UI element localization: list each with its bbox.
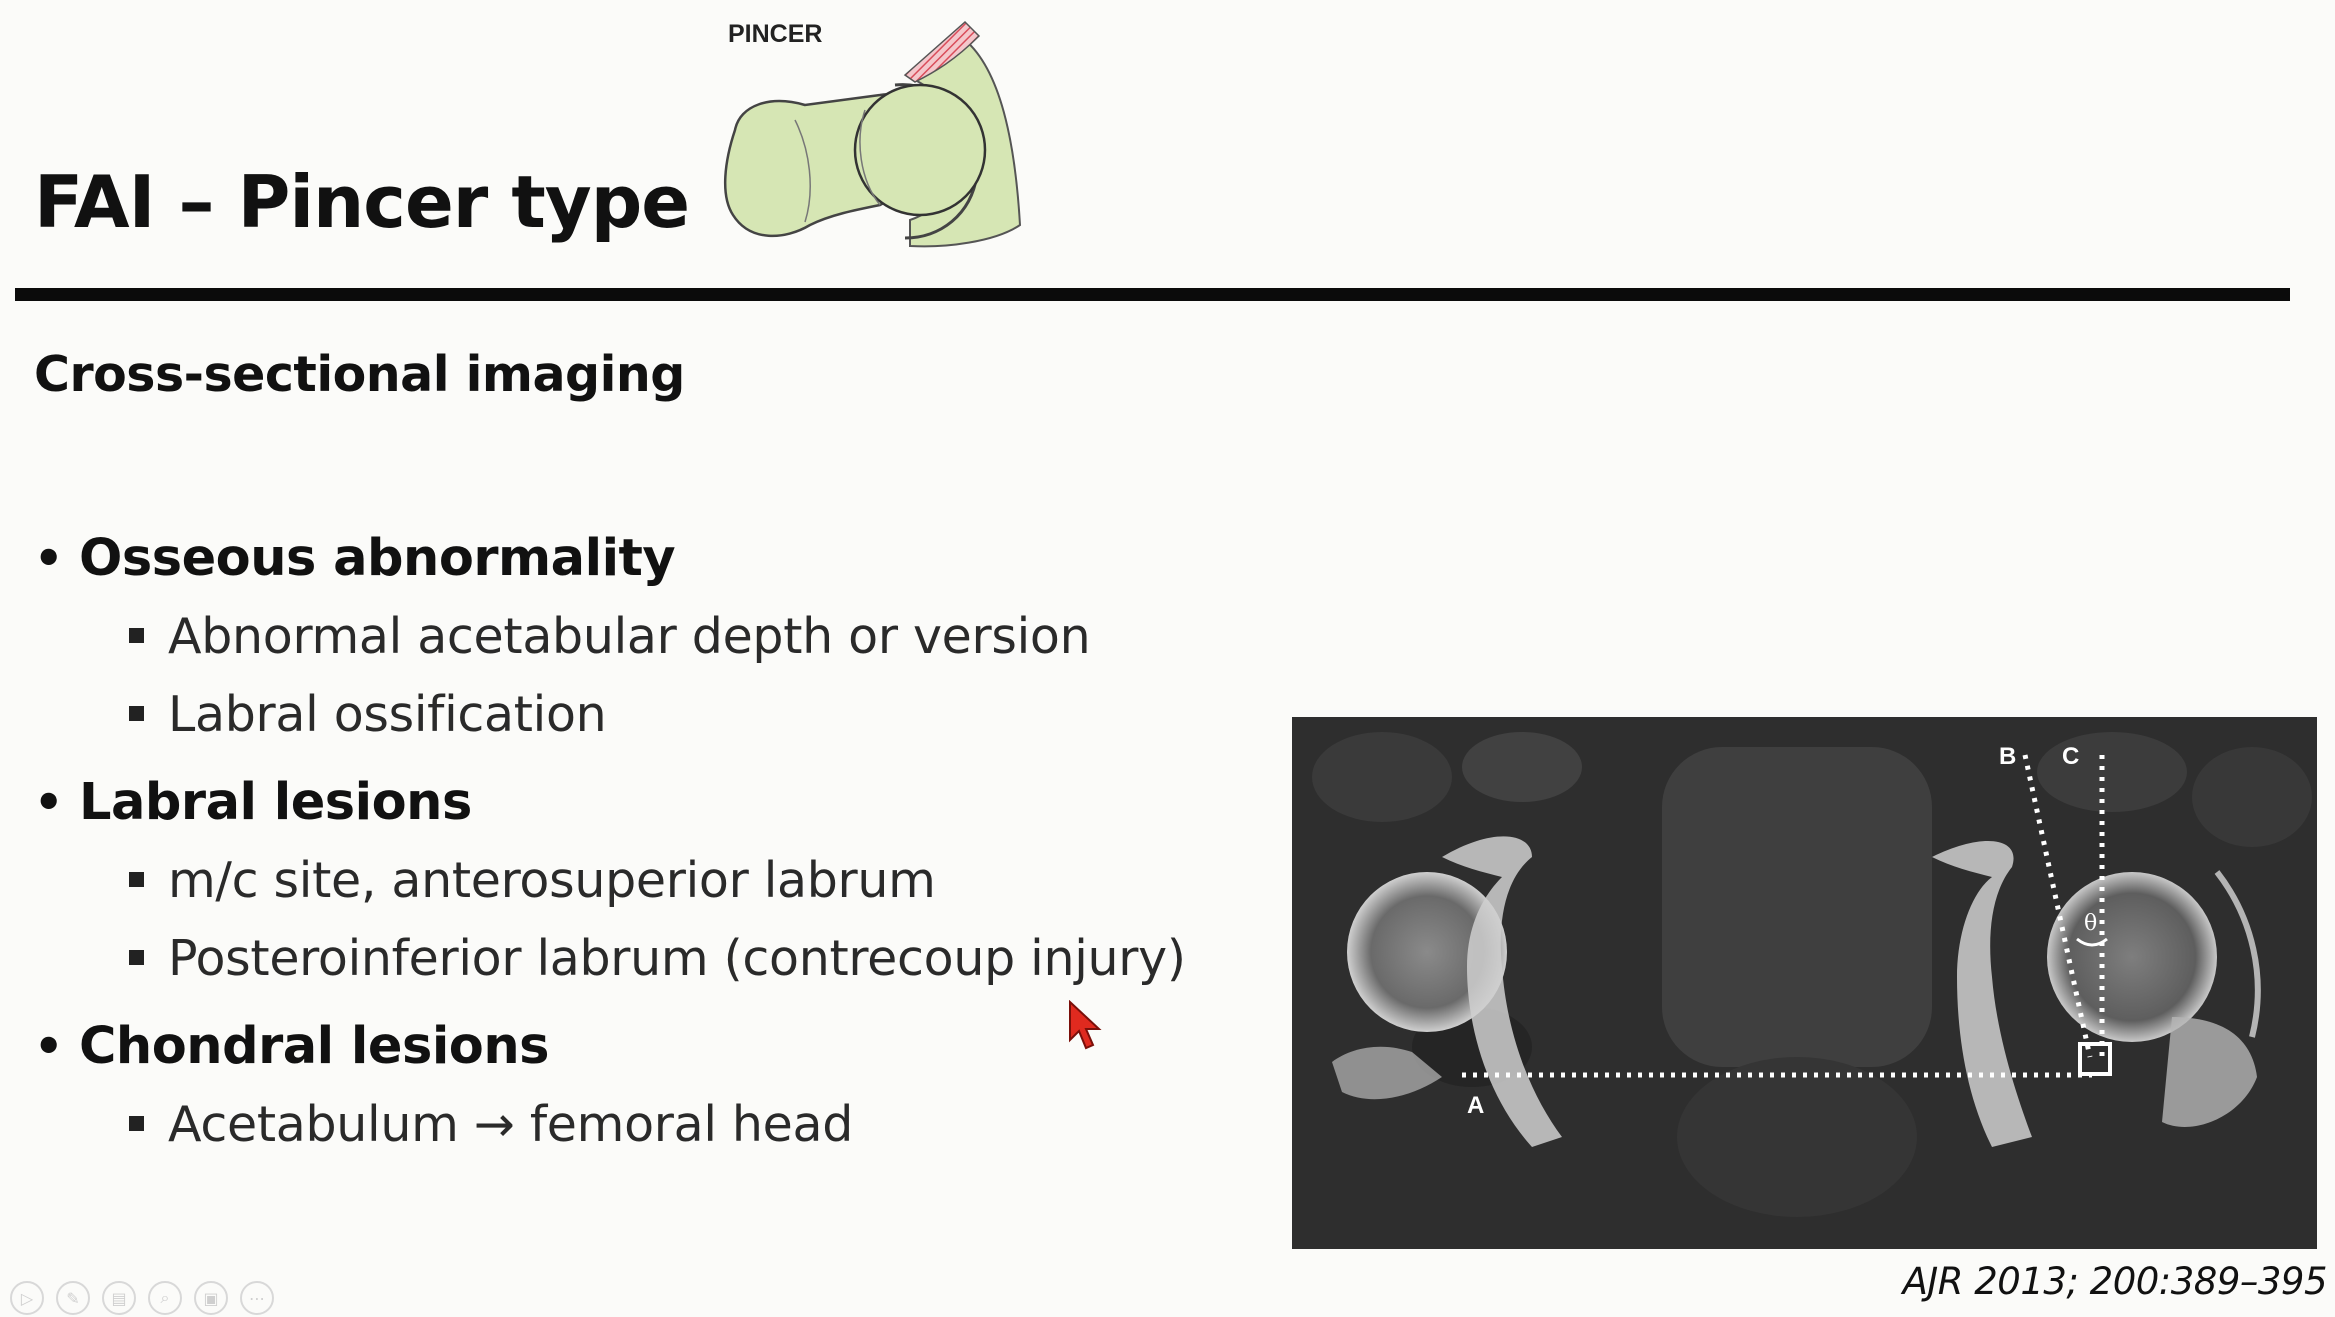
- bullet-labral: [34, 764, 1254, 842]
- mouse-cursor-icon: [1068, 1000, 1102, 1054]
- bullet-text: Labral lesions: [79, 773, 472, 832]
- square-bullet-icon: [129, 872, 144, 887]
- citation: AJR 2013; 200:389–395: [1902, 1260, 2327, 1303]
- slide-title: FAI – Pincer type: [34, 160, 690, 244]
- square-bullet-icon: [129, 706, 144, 721]
- sub-bullet-text: Posteroinferior labrum (contrecoup injury): [168, 930, 1186, 987]
- bullet-osseous: [34, 520, 1254, 598]
- square-bullet-icon: [129, 628, 144, 643]
- sub-bullet-text: m/c site, anterosuperior labrum: [168, 852, 936, 909]
- title-divider: [15, 288, 2290, 301]
- square-bullet-icon: [129, 1116, 144, 1131]
- sub-bullet: [34, 1086, 1254, 1164]
- ct-scan-image: [1292, 717, 2317, 1249]
- ct-label-c: C: [2062, 743, 2080, 770]
- sub-bullet-text: Labral ossification: [168, 686, 607, 743]
- slide-subtitle: Cross-sectional imaging: [34, 346, 685, 403]
- sub-bullet-text: Acetabulum → femoral head: [168, 1096, 854, 1153]
- sub-bullet: [34, 920, 1254, 998]
- video-icon[interactable]: ▣: [194, 1281, 228, 1315]
- bullet-text: Osseous abnormality: [79, 529, 676, 588]
- square-bullet-icon: [129, 950, 144, 965]
- bullet-dot: •: [34, 775, 63, 829]
- more-icon[interactable]: ⋯: [240, 1281, 274, 1315]
- presentation-toolbar: [10, 1281, 274, 1315]
- bullet-dot: •: [34, 531, 63, 585]
- bullet-text: Chondral lesions: [79, 1017, 550, 1076]
- ct-label-b: B: [1999, 743, 2017, 770]
- illustration-label: PINCER: [728, 20, 823, 48]
- zoom-icon[interactable]: ⌕: [148, 1281, 182, 1315]
- pen-icon[interactable]: ✎: [56, 1281, 90, 1315]
- pincer-hip-illustration: [715, 10, 1035, 255]
- play-icon[interactable]: ▷: [10, 1281, 44, 1315]
- bullet-list: [34, 520, 1254, 1164]
- sub-bullet-text: Abnormal acetabular depth or version: [168, 608, 1091, 665]
- ct-label-a: A: [1467, 1092, 1485, 1119]
- sub-bullet: [34, 842, 1254, 920]
- ct-label-theta: θ: [2084, 911, 2098, 936]
- sub-bullet: [34, 676, 1254, 754]
- bullet-dot: •: [34, 1019, 63, 1073]
- slides-icon[interactable]: ▤: [102, 1281, 136, 1315]
- sub-bullet: [34, 598, 1254, 676]
